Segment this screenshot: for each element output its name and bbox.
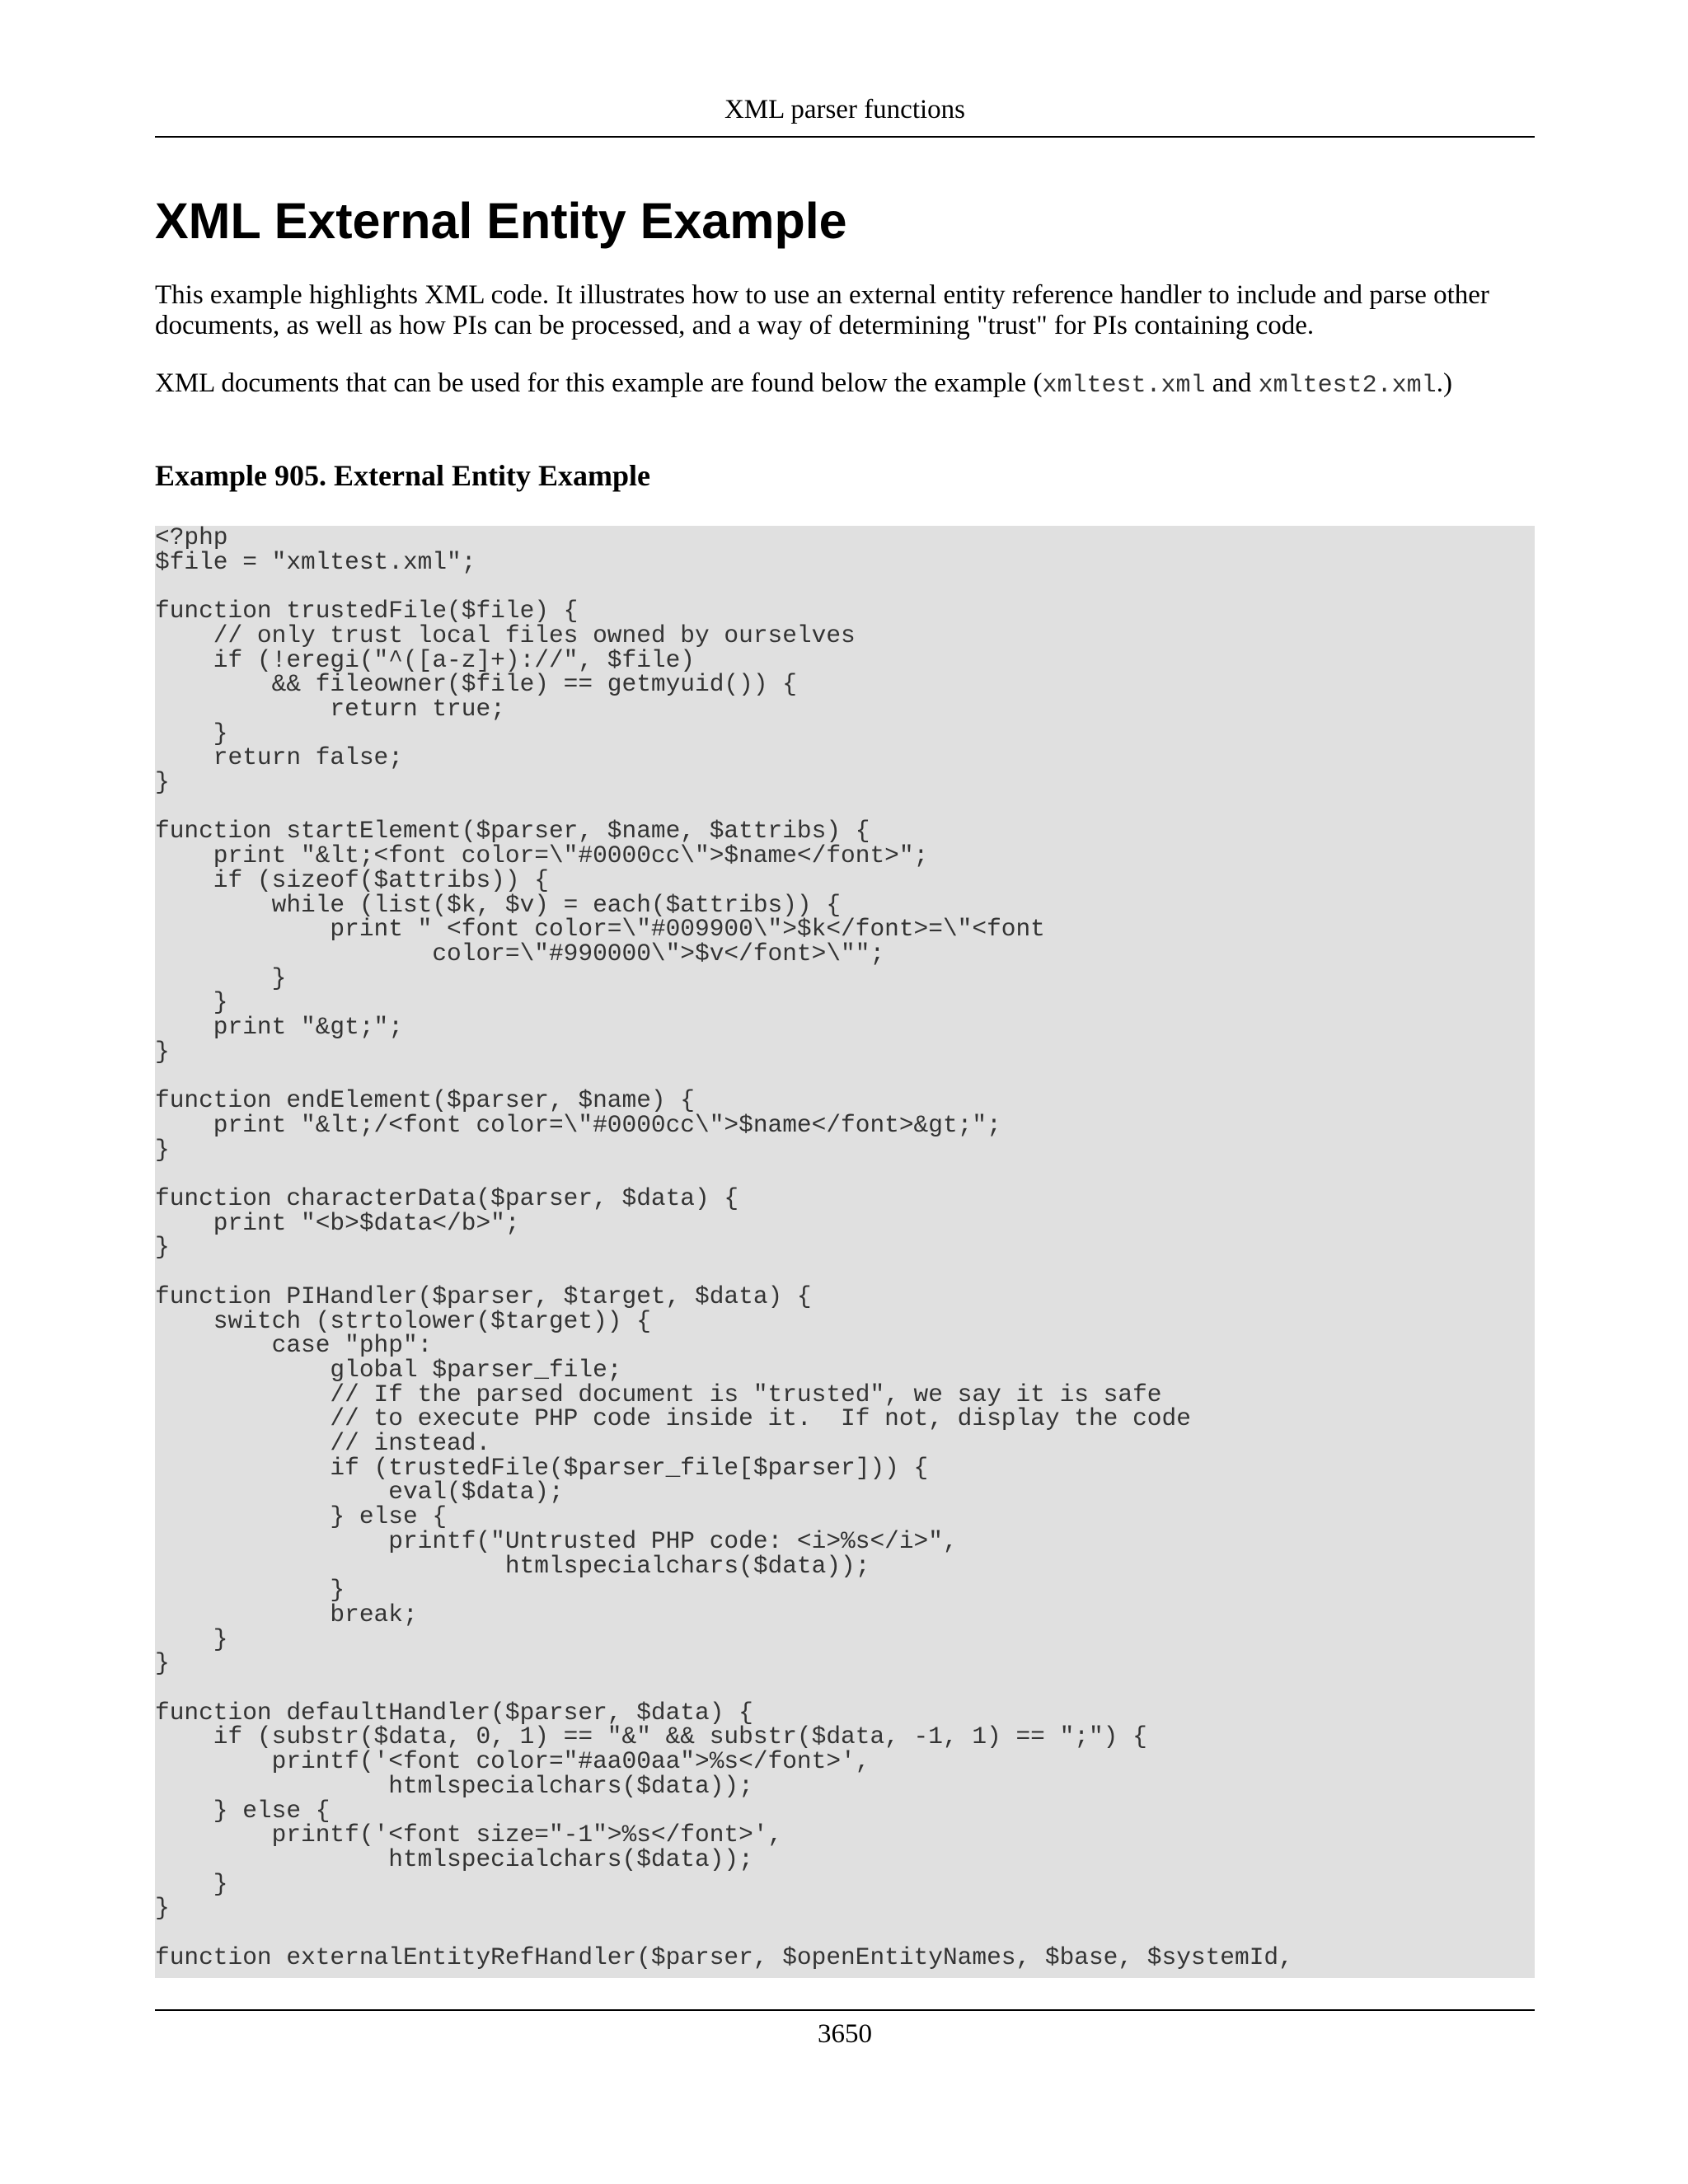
page-number: 3650 bbox=[818, 2019, 872, 2049]
files-paragraph-text-before: XML documents that can be used for this example are found below the example ( bbox=[155, 368, 1043, 398]
filename-xmltest2: xmltest2.xml bbox=[1258, 372, 1437, 400]
intro-paragraph: This example highlights XML code. It illustrates how to use an external entity reference handler to include and parse other documents, as well as how PIs can be processed, and a way of determining "trust" for PIs containing code. bbox=[155, 280, 1489, 340]
code-text: <?php $file = "xmltest.xml"; function trustedFile($file) { // only trust local files owned by ourselves if (!eregi("^([a-z]+)://", $file) && fileowner($file) == getmyuid()) { return true; } return false; } function startElement($parser, $name, $attribs) { print "&lt;<font color=\"#0000cc\">$name</font>"; if (sizeof($attribs)) { while (list($k, $v) = each($attribs)) { print " <font color=\"#009900\">$k</font>=\"<font color=\"#990000\">$v</font>\""; } } print "&gt;"; } function endElement($parser, $name) { print "&lt;/<font color=\"#0000cc\">$name</font>&gt;"; } function characterData($parser, $data) { print "<b>$data</b>"; } function PIHandler($parser, $target, $data) { switch (strtolower($target)) { case "php": global $parser_file; // If the parsed document is "trusted", we say it is safe // to execute PHP code inside it. If not, display the code // instead. if (trustedFile($parser_file[$parser])) { eval($data); } else { printf("Untrusted PHP code: <i>%s</i>", htmlspecialchars($data)); } break; } } function defaultHandler($parser, $data) { if (substr($data, 0, 1) == "&" && substr($data, -1, 1) == ";") { printf('<font color="#aa00aa">%s</font>', htmlspecialchars($data)); } else { printf('<font size="-1">%s</font>', htmlspecialchars($data)); } } function externalEntityRefHandler($parser, $openEntityNames, $base, $systemId, bbox=[155, 526, 1293, 1971]
header-rule bbox=[155, 136, 1535, 138]
files-paragraph-text-after: .) bbox=[1436, 368, 1452, 398]
example-title: Example 905. External Entity Example bbox=[155, 459, 650, 492]
code-listing bbox=[155, 526, 1535, 1978]
running-header: XML parser functions bbox=[724, 95, 966, 124]
section-title: XML External Entity Example bbox=[155, 193, 847, 249]
files-paragraph bbox=[155, 368, 1535, 401]
files-paragraph-text-between: and bbox=[1205, 368, 1259, 398]
filename-xmltest: xmltest.xml bbox=[1042, 372, 1206, 400]
footer-rule bbox=[155, 2009, 1535, 2011]
